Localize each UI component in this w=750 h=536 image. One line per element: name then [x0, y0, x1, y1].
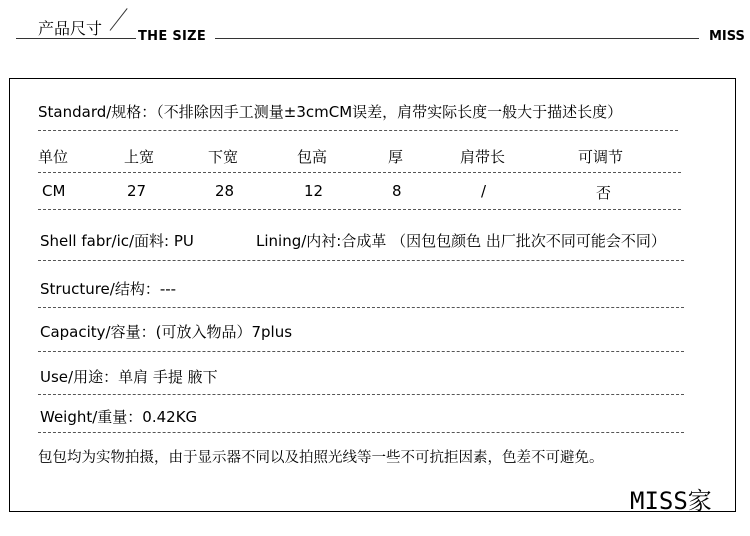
structure-text: Structure/结构：--- [40, 280, 177, 298]
table-value-unit: CM [42, 182, 66, 200]
table-value-height: 12 [304, 182, 324, 200]
table-header-top-width: 上宽 [124, 148, 155, 166]
header-rule-right [215, 38, 699, 39]
divider [38, 130, 678, 131]
shell-fabric-text: Shell fabr/ic/面料: PU [40, 232, 194, 250]
divider [38, 351, 684, 352]
header-slash [110, 8, 128, 31]
divider [38, 260, 684, 261]
table-header-strap-length: 肩带长 [460, 148, 506, 166]
table-header-thickness: 厚 [388, 148, 404, 166]
divider [38, 394, 684, 395]
divider [38, 432, 684, 433]
header-rule-left [16, 38, 136, 39]
weight-text: Weight/重量：0.42KG [40, 408, 198, 426]
table-value-thickness: 8 [392, 182, 402, 200]
table-header-adjustable: 可调节 [578, 148, 624, 166]
table-value-bottom-width: 28 [215, 182, 235, 200]
table-header-unit: 单位 [38, 148, 69, 166]
table-header-height: 包高 [297, 148, 328, 166]
table-value-adjustable: 否 [596, 184, 612, 202]
section-title-en: THE SIZE [138, 29, 207, 44]
brand-signature: MISS家 [630, 487, 712, 515]
table-value-strap-length: / [481, 182, 487, 200]
standard-text: Standard/规格：（不排除因手工测量±3cmCM误差，肩带实际长度一般大于描述长度） [38, 103, 623, 121]
section-title-cn: 产品尺寸 [38, 19, 103, 38]
capacity-text: Capacity/容量：(可放入物品）7plus [40, 323, 293, 341]
table-value-top-width: 27 [127, 182, 147, 200]
table-header-bottom-width: 下宽 [208, 148, 239, 166]
divider [38, 209, 681, 210]
header-brand: MISS [709, 29, 745, 44]
disclaimer-note: 包包均为实物拍摄，由于显示器不同以及拍照光线等一些不可抗拒因素，色差不可避免。 [38, 450, 604, 466]
use-text: Use/用途：单肩 手提 腋下 [40, 368, 218, 386]
divider [38, 307, 684, 308]
divider [38, 172, 681, 173]
lining-text: Lining/内衬:合成革 （因包包颜色 出厂批次不同可能会不同） [256, 232, 666, 250]
